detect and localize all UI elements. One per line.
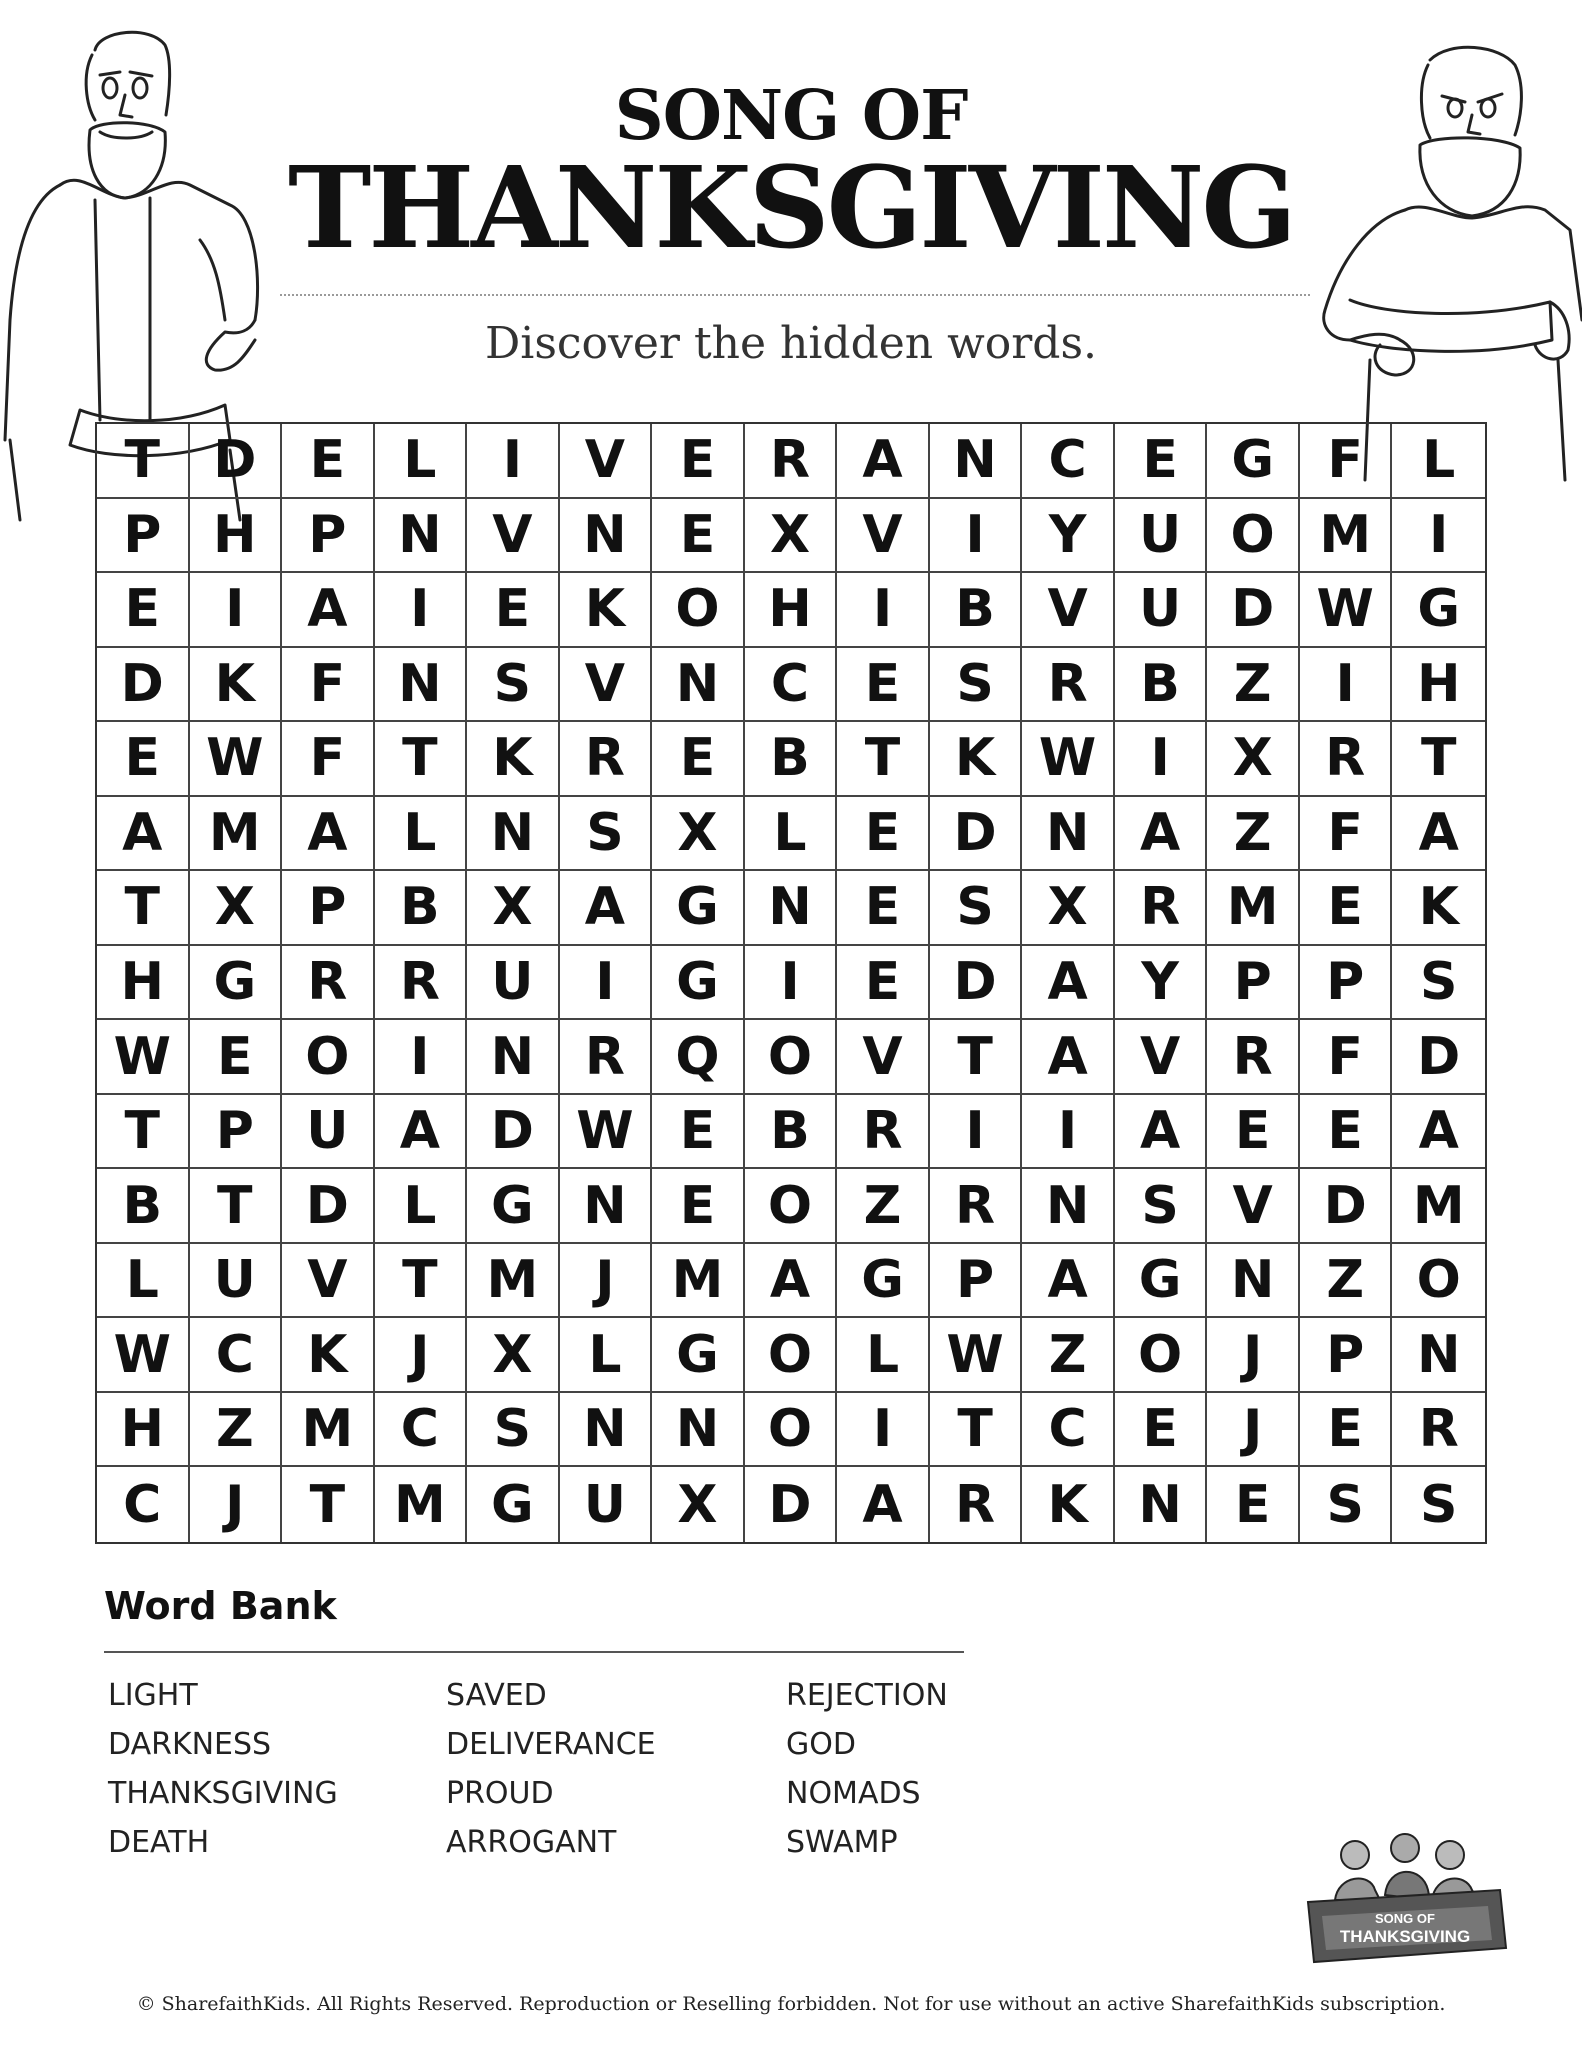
grid-cell: S <box>930 648 1023 723</box>
grid-cell: E <box>652 1095 745 1170</box>
word-bank-word: THANKSGIVING <box>108 1776 338 1811</box>
grid-cell: R <box>1022 648 1115 723</box>
grid-cell: R <box>282 946 375 1021</box>
word-bank-word: SAVED <box>446 1678 547 1713</box>
grid-cell: R <box>837 1095 930 1170</box>
grid-cell: D <box>97 648 190 723</box>
grid-cell: T <box>282 1467 375 1542</box>
grid-cell: T <box>97 1095 190 1170</box>
grid-cell: U <box>282 1095 375 1170</box>
word-search-grid <box>95 422 1487 1544</box>
grid-cell: V <box>467 499 560 574</box>
grid-cell: R <box>560 1020 653 1095</box>
grid-cell: N <box>1392 1318 1485 1393</box>
grid-cell: X <box>467 1318 560 1393</box>
grid-cell: V <box>837 1020 930 1095</box>
grid-cell: U <box>560 1467 653 1542</box>
grid-cell: M <box>375 1467 468 1542</box>
grid-cell: C <box>190 1318 283 1393</box>
grid-cell: E <box>652 424 745 499</box>
grid-cell: E <box>1300 1095 1393 1170</box>
grid-cell: X <box>190 871 283 946</box>
grid-cell: D <box>467 1095 560 1170</box>
grid-cell: P <box>97 499 190 574</box>
word-bank-word: SWAMP <box>786 1825 898 1860</box>
grid-cell: A <box>1022 1244 1115 1319</box>
grid-cell: M <box>282 1393 375 1468</box>
grid-cell: E <box>1300 1393 1393 1468</box>
grid-cell: O <box>745 1169 838 1244</box>
grid-cell: S <box>467 1393 560 1468</box>
grid-cell: P <box>1207 946 1300 1021</box>
grid-cell: G <box>1115 1244 1208 1319</box>
grid-cell: N <box>1022 797 1115 872</box>
grid-cell: R <box>745 424 838 499</box>
grid-cell: T <box>930 1393 1023 1468</box>
grid-cell: W <box>1300 573 1393 648</box>
grid-cell: A <box>282 797 375 872</box>
grid-cell: P <box>1300 946 1393 1021</box>
grid-cell: F <box>282 648 375 723</box>
grid-cell: T <box>1392 722 1485 797</box>
grid-cell: E <box>652 722 745 797</box>
word-bank-word: LIGHT <box>108 1678 198 1713</box>
page-subtitle: Discover the hidden words. <box>484 318 1098 369</box>
grid-cell: B <box>745 1095 838 1170</box>
grid-cell: N <box>467 797 560 872</box>
grid-cell: E <box>97 722 190 797</box>
grid-cell: K <box>190 648 283 723</box>
grid-cell: B <box>1115 648 1208 723</box>
grid-cell: K <box>1392 871 1485 946</box>
grid-cell: X <box>652 797 745 872</box>
grid-cell: T <box>375 1244 468 1319</box>
grid-cell: Q <box>652 1020 745 1095</box>
grid-cell: R <box>375 946 468 1021</box>
word-bank-divider <box>104 1651 964 1653</box>
grid-cell: W <box>97 1318 190 1393</box>
grid-cell: N <box>652 1393 745 1468</box>
song-of-thanksgiving-logo <box>1300 1820 1510 1970</box>
grid-cell: E <box>652 1169 745 1244</box>
grid-cell: S <box>560 797 653 872</box>
word-bank-word: DARKNESS <box>108 1727 272 1762</box>
grid-cell: V <box>1207 1169 1300 1244</box>
page-title-line-1: SONG OF <box>614 76 968 156</box>
grid-cell: I <box>560 946 653 1021</box>
grid-cell: T <box>97 424 190 499</box>
grid-cell: L <box>375 424 468 499</box>
grid-cell: L <box>1392 424 1485 499</box>
grid-cell: P <box>930 1244 1023 1319</box>
grid-cell: D <box>930 946 1023 1021</box>
grid-cell: I <box>467 424 560 499</box>
grid-cell: N <box>375 648 468 723</box>
grid-cell: B <box>745 722 838 797</box>
grid-cell: N <box>745 871 838 946</box>
grid-cell: I <box>1392 499 1485 574</box>
word-bank-word: ARROGANT <box>446 1825 617 1860</box>
grid-cell: O <box>1392 1244 1485 1319</box>
logo-line-1: SONG OF <box>1375 1911 1435 1926</box>
grid-cell: O <box>652 573 745 648</box>
grid-cell: J <box>560 1244 653 1319</box>
grid-cell: N <box>1022 1169 1115 1244</box>
grid-cell: W <box>190 722 283 797</box>
grid-cell: V <box>837 499 930 574</box>
grid-cell: O <box>745 1393 838 1468</box>
grid-cell: F <box>1300 1020 1393 1095</box>
grid-cell: J <box>375 1318 468 1393</box>
grid-cell: G <box>652 946 745 1021</box>
grid-cell: W <box>930 1318 1023 1393</box>
grid-cell: E <box>652 499 745 574</box>
grid-cell: I <box>375 1020 468 1095</box>
grid-cell: M <box>190 797 283 872</box>
page-title-line-2: THANKSGIVING <box>287 143 1294 274</box>
grid-cell: O <box>745 1318 838 1393</box>
grid-cell: E <box>1115 1393 1208 1468</box>
grid-cell: N <box>652 648 745 723</box>
grid-cell: N <box>560 1169 653 1244</box>
grid-cell: I <box>837 573 930 648</box>
grid-cell: O <box>282 1020 375 1095</box>
grid-cell: N <box>1207 1244 1300 1319</box>
grid-cell: O <box>1207 499 1300 574</box>
grid-cell: F <box>282 722 375 797</box>
grid-cell: V <box>1115 1020 1208 1095</box>
grid-cell: G <box>652 871 745 946</box>
grid-cell: R <box>930 1467 1023 1542</box>
grid-cell: J <box>190 1467 283 1542</box>
grid-cell: L <box>837 1318 930 1393</box>
grid-cell: W <box>560 1095 653 1170</box>
grid-cell: U <box>1115 499 1208 574</box>
word-bank-title: Word Bank <box>104 1584 337 1628</box>
grid-cell: I <box>1300 648 1393 723</box>
grid-cell: R <box>1392 1393 1485 1468</box>
grid-cell: O <box>1115 1318 1208 1393</box>
word-bank-word: PROUD <box>446 1776 554 1811</box>
grid-cell: Z <box>190 1393 283 1468</box>
grid-cell: N <box>560 1393 653 1468</box>
grid-cell: L <box>375 797 468 872</box>
grid-cell: I <box>190 573 283 648</box>
grid-cell: V <box>1022 573 1115 648</box>
grid-cell: P <box>190 1095 283 1170</box>
grid-cell: S <box>1300 1467 1393 1542</box>
grid-cell: A <box>1022 1020 1115 1095</box>
grid-cell: A <box>1022 946 1115 1021</box>
grid-cell: S <box>1115 1169 1208 1244</box>
grid-cell: A <box>1115 797 1208 872</box>
grid-cell: I <box>1022 1095 1115 1170</box>
grid-cell: W <box>97 1020 190 1095</box>
grid-cell: K <box>1022 1467 1115 1542</box>
grid-cell: Z <box>1207 797 1300 872</box>
grid-cell: S <box>467 648 560 723</box>
grid-cell: C <box>97 1467 190 1542</box>
grid-cell: N <box>930 424 1023 499</box>
grid-cell: L <box>745 797 838 872</box>
word-bank-column-1 <box>108 1678 338 1874</box>
grid-cell: G <box>467 1467 560 1542</box>
grid-cell: U <box>467 946 560 1021</box>
grid-cell: Z <box>1207 648 1300 723</box>
grid-cell: E <box>282 424 375 499</box>
grid-cell: T <box>97 871 190 946</box>
grid-cell: R <box>1300 722 1393 797</box>
grid-cell: V <box>560 424 653 499</box>
grid-cell: E <box>837 871 930 946</box>
grid-cell: X <box>1022 871 1115 946</box>
grid-cell: R <box>930 1169 1023 1244</box>
grid-cell: R <box>1207 1020 1300 1095</box>
word-bank-word: NOMADS <box>786 1776 921 1811</box>
grid-cell: R <box>1115 871 1208 946</box>
grid-cell: O <box>745 1020 838 1095</box>
grid-cell: D <box>190 424 283 499</box>
grid-cell: E <box>837 946 930 1021</box>
grid-cell: D <box>1207 573 1300 648</box>
word-bank-word: REJECTION <box>786 1678 948 1713</box>
grid-cell: D <box>930 797 1023 872</box>
grid-cell: E <box>837 648 930 723</box>
grid-cell: U <box>190 1244 283 1319</box>
grid-cell: E <box>190 1020 283 1095</box>
grid-cell: I <box>375 573 468 648</box>
grid-cell: G <box>837 1244 930 1319</box>
grid-cell: K <box>560 573 653 648</box>
grid-cell: P <box>282 499 375 574</box>
grid-cell: I <box>930 1095 1023 1170</box>
grid-cell: A <box>837 1467 930 1542</box>
grid-cell: G <box>652 1318 745 1393</box>
logo-line-2: THANKSGIVING <box>1339 1927 1471 1946</box>
grid-cell: V <box>560 648 653 723</box>
grid-cell: A <box>1392 1095 1485 1170</box>
grid-cell: E <box>467 573 560 648</box>
grid-cell: T <box>837 722 930 797</box>
grid-cell: G <box>1207 424 1300 499</box>
grid-cell: F <box>1300 424 1393 499</box>
grid-cell: Y <box>1022 499 1115 574</box>
grid-cell: E <box>1207 1095 1300 1170</box>
grid-cell: H <box>97 1393 190 1468</box>
grid-cell: H <box>190 499 283 574</box>
grid-cell: J <box>1207 1318 1300 1393</box>
grid-cell: M <box>467 1244 560 1319</box>
grid-cell: I <box>1115 722 1208 797</box>
grid-cell: B <box>375 871 468 946</box>
grid-cell: C <box>1022 1393 1115 1468</box>
grid-cell: S <box>1419 1474 1458 1535</box>
grid-cell: L <box>560 1318 653 1393</box>
title-divider <box>280 294 1310 296</box>
word-bank-word: GOD <box>786 1727 856 1762</box>
grid-cell: C <box>375 1393 468 1468</box>
word-bank-word: DELIVERANCE <box>446 1727 656 1762</box>
grid-cell: N <box>375 499 468 574</box>
grid-cell: A <box>837 424 930 499</box>
grid-cell: H <box>745 573 838 648</box>
grid-cell: L <box>375 1169 468 1244</box>
grid-cell: W <box>1022 722 1115 797</box>
grid-cell: A <box>1392 797 1485 872</box>
grid-cell: G <box>190 946 283 1021</box>
grid-cell: A <box>97 797 190 872</box>
copyright-footer: © SharefaithKids. All Rights Reserved. Reproduction or Reselling forbidden. Not for use without an active SharefaithKids subscription. <box>136 1993 1446 2015</box>
grid-cell: P <box>1300 1318 1393 1393</box>
grid-cell: Y <box>1115 946 1208 1021</box>
grid-cell: C <box>1022 424 1115 499</box>
grid-cell: F <box>1300 797 1393 872</box>
word-bank-word: DEATH <box>108 1825 210 1860</box>
grid-cell: E <box>1300 871 1393 946</box>
grid-cell: M <box>652 1244 745 1319</box>
grid-cell: A <box>1115 1095 1208 1170</box>
grid-cell: P <box>282 871 375 946</box>
grid-cell: B <box>97 1169 190 1244</box>
grid-cell: E <box>837 797 930 872</box>
grid-cell: K <box>467 722 560 797</box>
grid-cell: E <box>1207 1467 1300 1542</box>
grid-cell: I <box>930 499 1023 574</box>
grid-cell: M <box>1207 871 1300 946</box>
grid-cell: D <box>1300 1169 1393 1244</box>
grid-cell: C <box>745 648 838 723</box>
grid-cell: Z <box>837 1169 930 1244</box>
grid-cell: N <box>560 499 653 574</box>
grid-cell: T <box>190 1169 283 1244</box>
grid-cell: M <box>1300 499 1393 574</box>
grid-cell: R <box>560 722 653 797</box>
grid-cell: X <box>745 499 838 574</box>
grid-cell: X <box>652 1467 745 1542</box>
grid-cell: I <box>837 1393 930 1468</box>
grid-cell: L <box>97 1244 190 1319</box>
grid-cell: V <box>282 1244 375 1319</box>
grid-cell: T <box>930 1020 1023 1095</box>
word-bank-column-2 <box>446 1678 656 1874</box>
grid-cell: A <box>745 1244 838 1319</box>
grid-cell: I <box>745 946 838 1021</box>
grid-cell: T <box>375 722 468 797</box>
grid-cell: K <box>930 722 1023 797</box>
grid-cell: B <box>930 573 1023 648</box>
grid-cell: S <box>1392 946 1485 1021</box>
grid-cell: N <box>467 1020 560 1095</box>
grid-cell: E <box>1115 424 1208 499</box>
grid-cell: D <box>745 1467 838 1542</box>
grid-cell: A <box>375 1095 468 1170</box>
grid-cell: Z <box>1022 1318 1115 1393</box>
grid-cell: D <box>1392 1020 1485 1095</box>
grid-cell: K <box>282 1318 375 1393</box>
grid-cell: J <box>1207 1393 1300 1468</box>
grid-cell: A <box>282 573 375 648</box>
grid-cell: A <box>560 871 653 946</box>
grid-cell: H <box>1392 648 1485 723</box>
grid-cell: X <box>1207 722 1300 797</box>
grid-cell: S <box>930 871 1023 946</box>
grid-cell: E <box>97 573 190 648</box>
grid-cell: M <box>1392 1169 1485 1244</box>
grid-cell: H <box>97 946 190 1021</box>
grid-cell: N <box>1115 1467 1208 1542</box>
grid-cell: X <box>467 871 560 946</box>
grid-cell: U <box>1115 573 1208 648</box>
word-bank-column-3 <box>786 1678 948 1874</box>
grid-cell: G <box>467 1169 560 1244</box>
grid-cell: Z <box>1300 1244 1393 1319</box>
grid-cell: D <box>282 1169 375 1244</box>
grid-cell: G <box>1392 573 1485 648</box>
